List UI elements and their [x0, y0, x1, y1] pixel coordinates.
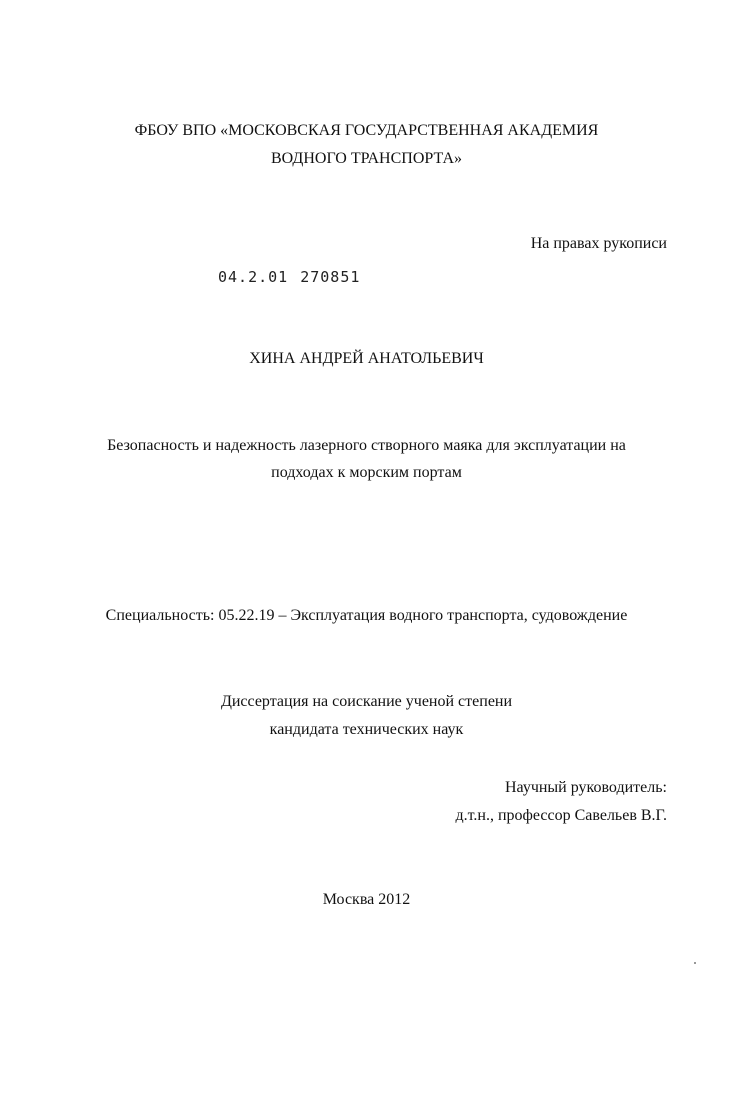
inventory-stamp	[218, 268, 360, 286]
scan-speck	[694, 962, 696, 964]
rights-note: На правах рукописи	[530, 235, 667, 252]
degree-line-2: кандидата технических наук	[269, 721, 464, 738]
stamp-date: 04.2.01	[218, 268, 289, 286]
supervisor-label: Научный руководитель:	[504, 779, 667, 796]
author-name: ХИНА АНДРЕЙ АНАТОЛЬЕВИЧ	[249, 350, 484, 367]
dissertation-title-line-2: подходах к морским портам	[271, 464, 462, 481]
stamp-number: 270851	[300, 268, 361, 286]
institution-line-1: ФБОУ ВПО «МОСКОВСКАЯ ГОСУДАРСТВЕННАЯ АКАДЕМИЯ	[134, 122, 599, 139]
supervisor-name: д.т.н., профессор Савельев В.Г.	[455, 807, 667, 824]
institution-line-2: ВОДНОГО ТРАНСПОРТА»	[271, 150, 462, 167]
place-year: Москва 2012	[322, 891, 411, 908]
degree-line-1: Диссертация на соискание ученой степени	[220, 693, 513, 710]
specialty: Специальность: 05.22.19 – Эксплуатация водного транспорта, судовождение	[105, 607, 628, 624]
dissertation-title-line-1: Безопасность и надежность лазерного створного маяка для эксплуатации на	[107, 437, 626, 454]
